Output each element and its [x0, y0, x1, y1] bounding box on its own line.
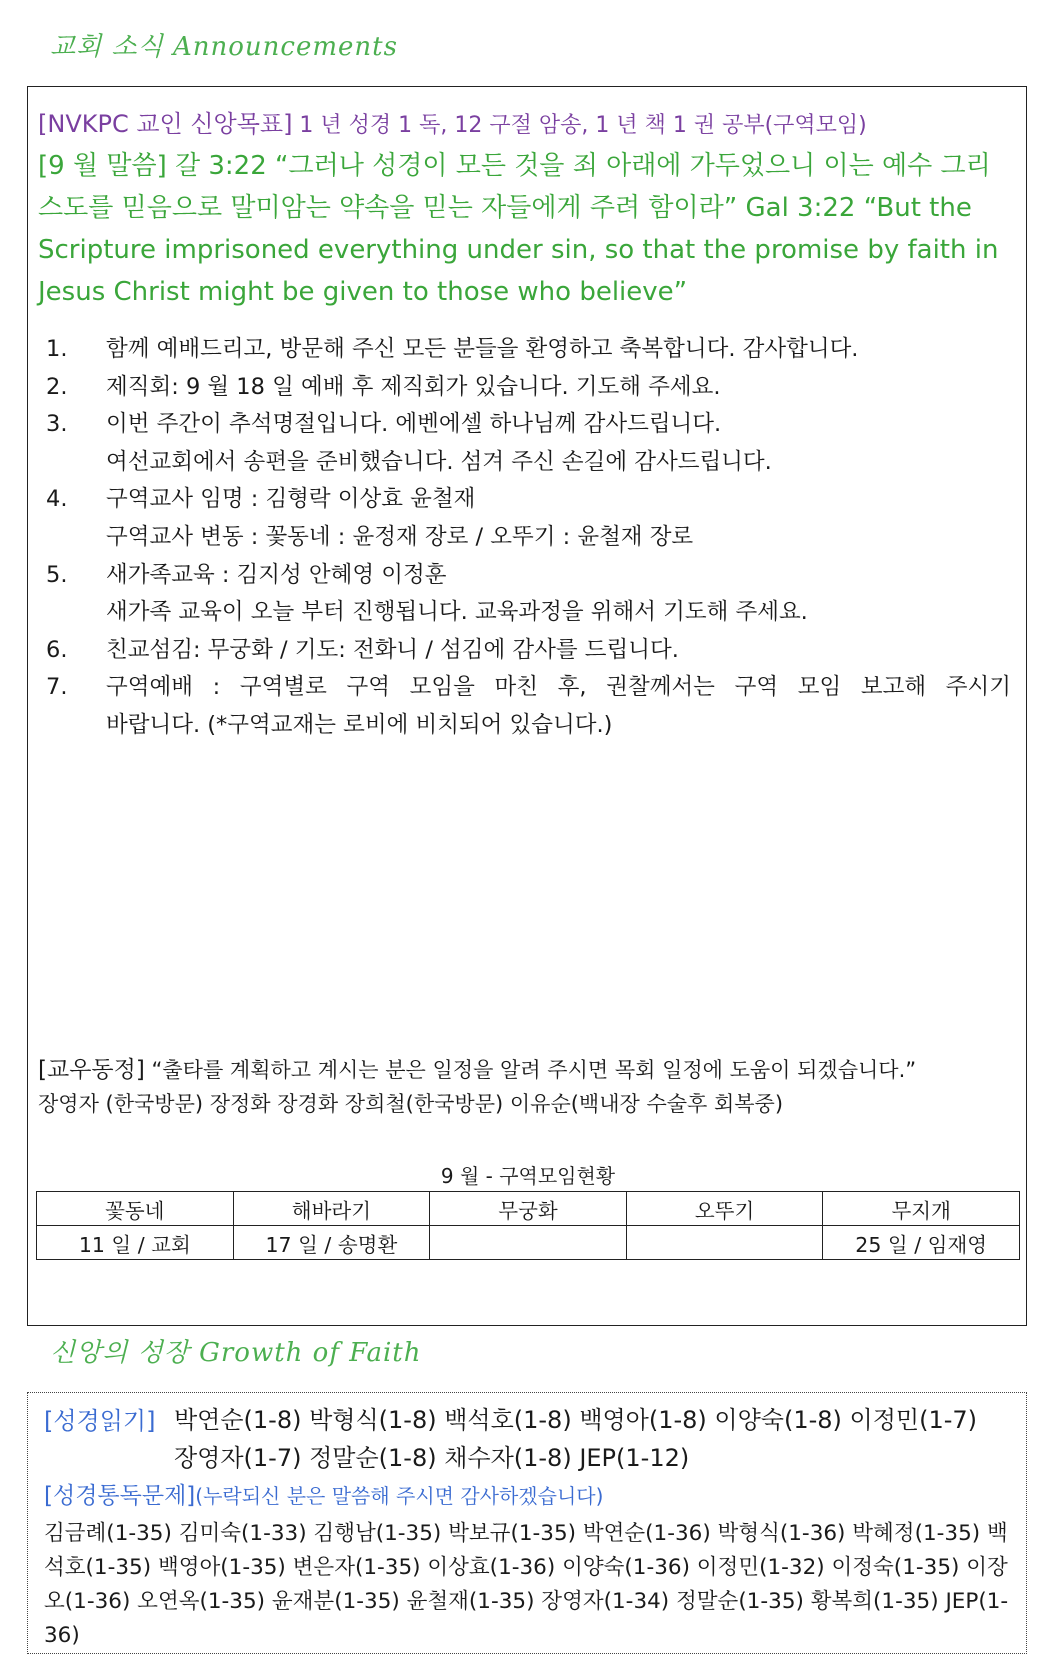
table-cell: 17 일 / 송명환 — [233, 1226, 430, 1260]
bible-quiz-note: (누락되신 분은 말씀해 주시면 감사하겠습니다) — [195, 1484, 604, 1508]
item-text: 새가족교육 : 김지성 안혜영 이정훈 — [106, 561, 447, 588]
table-cell — [626, 1226, 823, 1260]
item-number: 3. — [46, 411, 68, 438]
list-item — [46, 331, 1011, 369]
growth-title: 신앙의 성장 Growth of Faith — [50, 1338, 422, 1368]
table-row — [37, 1226, 1020, 1260]
item-number: 4. — [46, 486, 68, 513]
table-header-cell: 무지개 — [823, 1192, 1020, 1226]
item-text: 구역예배 : 구역별로 구역 모임을 마친 후, 권찰께서는 구역 모임 보고해 주시기 — [106, 674, 1011, 701]
list-item — [46, 406, 1011, 481]
table-header-cell: 꽃동네 — [37, 1192, 234, 1226]
table-header-row — [37, 1192, 1020, 1226]
item-text: 함께 예배드리고, 방문해 주신 모든 분들을 환영하고 축복합니다. 감사합니다. — [106, 336, 859, 362]
table-cell — [430, 1226, 627, 1260]
faith-goal-label: [NVKPC 교인 신앙목표] — [38, 110, 293, 138]
table-header-cell: 해바라기 — [233, 1192, 430, 1226]
item-number: 2. — [46, 373, 68, 400]
item-text: 구역교사 변동 : 꽃동네 : 윤정재 장로 / 오뚜기 : 윤철재 장로 — [106, 523, 694, 550]
announcement-list — [46, 331, 1011, 745]
table-cell: 11 일 / 교회 — [37, 1226, 234, 1260]
meeting-table — [36, 1191, 1020, 1260]
table-header-cell: 무궁화 — [430, 1192, 627, 1226]
bible-quiz-names: 김금례(1-35) 김미숙(1-33) 김행남(1-35) 박보규(1-35) 박연순(1-36) 박형식(1-36) 박혜정(1-35) 백석호(1-35) 백영아(1-35) 변은자(1-35) 이상효(1-36) 이양숙(1-36) 이정민(1-32) 이정숙(1-35) 이장오(1-36) 오연옥(1-35) 윤재분(1-35) 윤철재(1-35) 장영자(1-34) 정말순(1-35) 황복희(1-35) JEP(1-36) — [44, 1521, 1009, 1648]
announcements-title: 교회 소식 Announcements — [50, 32, 398, 62]
item-number: 6. — [46, 636, 68, 663]
church-news-names: 장영자 (한국방문) 장정화 장경화 장희철(한국방문) 이유순(백내장 수술후 회복중) — [38, 1092, 784, 1116]
list-item — [46, 369, 1011, 407]
bible-reading-line: 장영자(1-7) 정말순(1-8) 채수자(1-8) JEP(1-12) — [174, 1444, 690, 1472]
meeting-table-title: 9 월 - 구역모임현황 — [440, 1164, 616, 1188]
bible-quiz-label: [성경통독문제] — [44, 1483, 196, 1509]
bible-quiz-heading — [44, 1477, 603, 1510]
item-text: 구역교사 임명 : 김형락 이상효 윤철재 — [106, 486, 476, 513]
bible-reading-names — [174, 1401, 1014, 1477]
growth-box — [27, 1392, 1027, 1654]
church-news-quote: “출타를 계획하고 계시는 분은 일정을 알려 주시면 목회 일정에 도움이 되겠습니다.” — [144, 1058, 917, 1082]
item-text: 이번 주간이 추석명절입니다. 에벤에셀 하나님께 감사드립니다. — [106, 411, 722, 438]
item-text: 제직회: 9 월 18 일 예배 후 제직회가 있습니다. 기도해 주세요. — [106, 373, 721, 400]
church-news — [38, 1053, 1018, 1121]
church-news-label: [교우동정] — [38, 1057, 145, 1083]
item-text: 친교섬김: 무궁화 / 기도: 전화니 / 섬김에 감사를 드립니다. — [106, 636, 679, 663]
list-item — [46, 557, 1011, 632]
faith-goal — [38, 103, 1018, 147]
bible-reading-line: 박연순(1-8) 박형식(1-8) 백석호(1-8) 백영아(1-8) 이양숙(1-8) 이정민(1-7) — [174, 1406, 978, 1434]
bible-reading-label: [성경읽기] — [44, 1407, 156, 1435]
monthly-verse: [9 월 말씀] 갈 3:22 “그러나 성경이 모든 것을 죄 아래에 가두었으니 이는 예수 그리스도를 믿음으로 말미암는 약속을 믿는 자들에게 주려 함이라” Gal 3:22 “But the Scripture imprisoned everything under sin, so that the promise by faith in Jesus Christ might be given to those who believe” — [38, 151, 999, 307]
item-number: 7. — [46, 674, 68, 701]
list-item — [46, 632, 1011, 670]
table-cell: 25 일 / 임재영 — [823, 1226, 1020, 1260]
item-text: 바랍니다. (*구역교재는 로비에 비치되어 있습니다.) — [106, 711, 613, 738]
list-item — [46, 481, 1011, 556]
item-text: 여선교회에서 송편을 준비했습니다. 섬겨 주신 손길에 감사드립니다. — [106, 448, 772, 475]
item-number: 1. — [46, 336, 68, 362]
announcements-box — [27, 86, 1027, 1326]
item-number: 5. — [46, 561, 68, 588]
faith-goal-text: 1 년 성경 1 독, 12 구절 암송, 1 년 책 1 권 공부(구역모임) — [292, 113, 867, 138]
list-item — [46, 669, 1011, 744]
table-header-cell: 오뚜기 — [626, 1192, 823, 1226]
item-text: 새가족 교육이 오늘 부터 진행됩니다. 교육과정을 위해서 기도해 주세요. — [106, 599, 808, 626]
